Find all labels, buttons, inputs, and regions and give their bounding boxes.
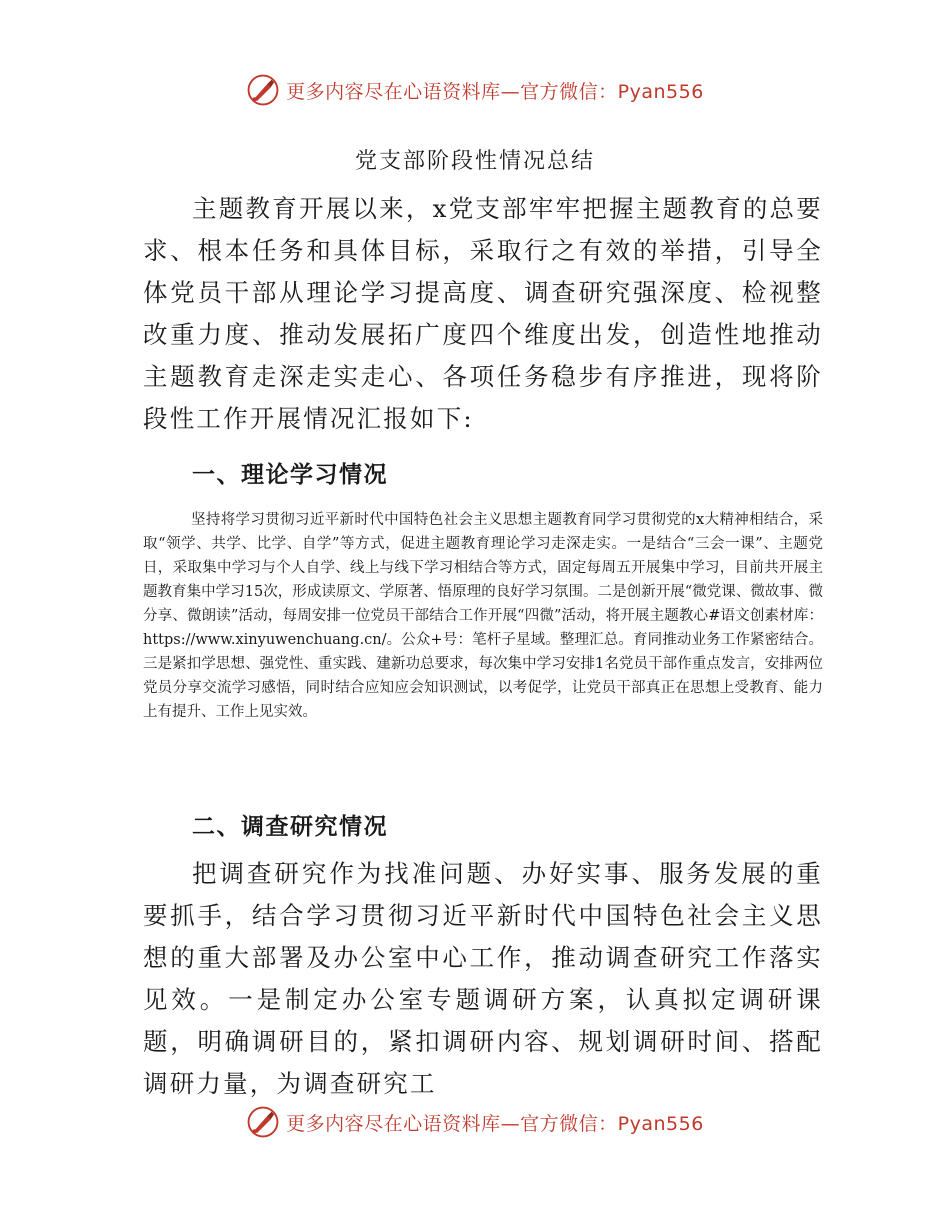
section-heading-research: 二、调查研究情况 xyxy=(192,813,388,840)
ink-pen-logo-icon xyxy=(246,1105,280,1139)
banner-text: 更多内容尽在心语资料库—官方微信：Pyan556 xyxy=(286,1112,704,1135)
ink-pen-logo-icon xyxy=(246,73,280,107)
document-title: 党支部阶段性情况总结 xyxy=(354,149,595,174)
header-banner xyxy=(0,70,950,110)
intro-paragraph: 主题教育开展以来，x党支部牢牢把握主题教育的总要求、根本任务和具体目标，采取行之有效的举措，引导全体党员干部从理论学习提高度、调查研究强深度、检视整改重力度、推动发展拓广度四个维度出发，创造性地推动主题教育走深走实走心、各项任务稳步有序推进，现将阶段性工作开展情况汇报如下: xyxy=(143,194,823,433)
section-heading-theory: 一、理论学习情况 xyxy=(192,461,388,488)
banner-text: 更多内容尽在心语资料库—官方微信：Pyan556 xyxy=(286,80,704,103)
section-body-theory: 坚持将学习贯彻习近平新时代中国特色社会主义思想主题教育同学习贯彻党的x大精神相结合，采取“领学、共学、比学、自学”等方式，促进主题教育理论学习走深走实。一是结合“三会一课”、主题党日，采取集中学习与个人自学、线上与线下学习相结合等方式，固定每周五开展集中学习，目前共开展主题教育集中学习15次，形成读原文、学原著、悟原理的良好学习氛围。二是创新开展“微党课、微故事、微分享、微朗读”活动，每周安排一位党员干部结合工作开展“四微”活动，将开展主题教心#语文创素材库：https://www.xinyuwenchuang.cn/。公众+号：笔杆子星域。整理汇总。育同推动业务工作紧密结合。三是紧扣学思想、强党性、重实践、建新功总要求，每次集中学习安排1名党员干部作重点发言，安排两位党员分享交流学习感悟，同时结合应知应会知识测试，以考促学，让党员干部真正在思想上受教育、能力上有提升、工作上见实效。 xyxy=(143,512,823,720)
section-body-research: 把调查研究作为找准问题、办好实事、服务发展的重要抓手，结合学习贯彻习近平新时代中国特色社会主义思想的重大部署及办公室中心工作，推动调查研究工作落实见效。一是制定办公室专题调研方案，认真拟定调研课题，明确调研目的，紧扣调研内容、规划调研时间、搭配调研力量，为调查研究工 xyxy=(143,859,823,1098)
footer-banner xyxy=(0,1102,950,1142)
